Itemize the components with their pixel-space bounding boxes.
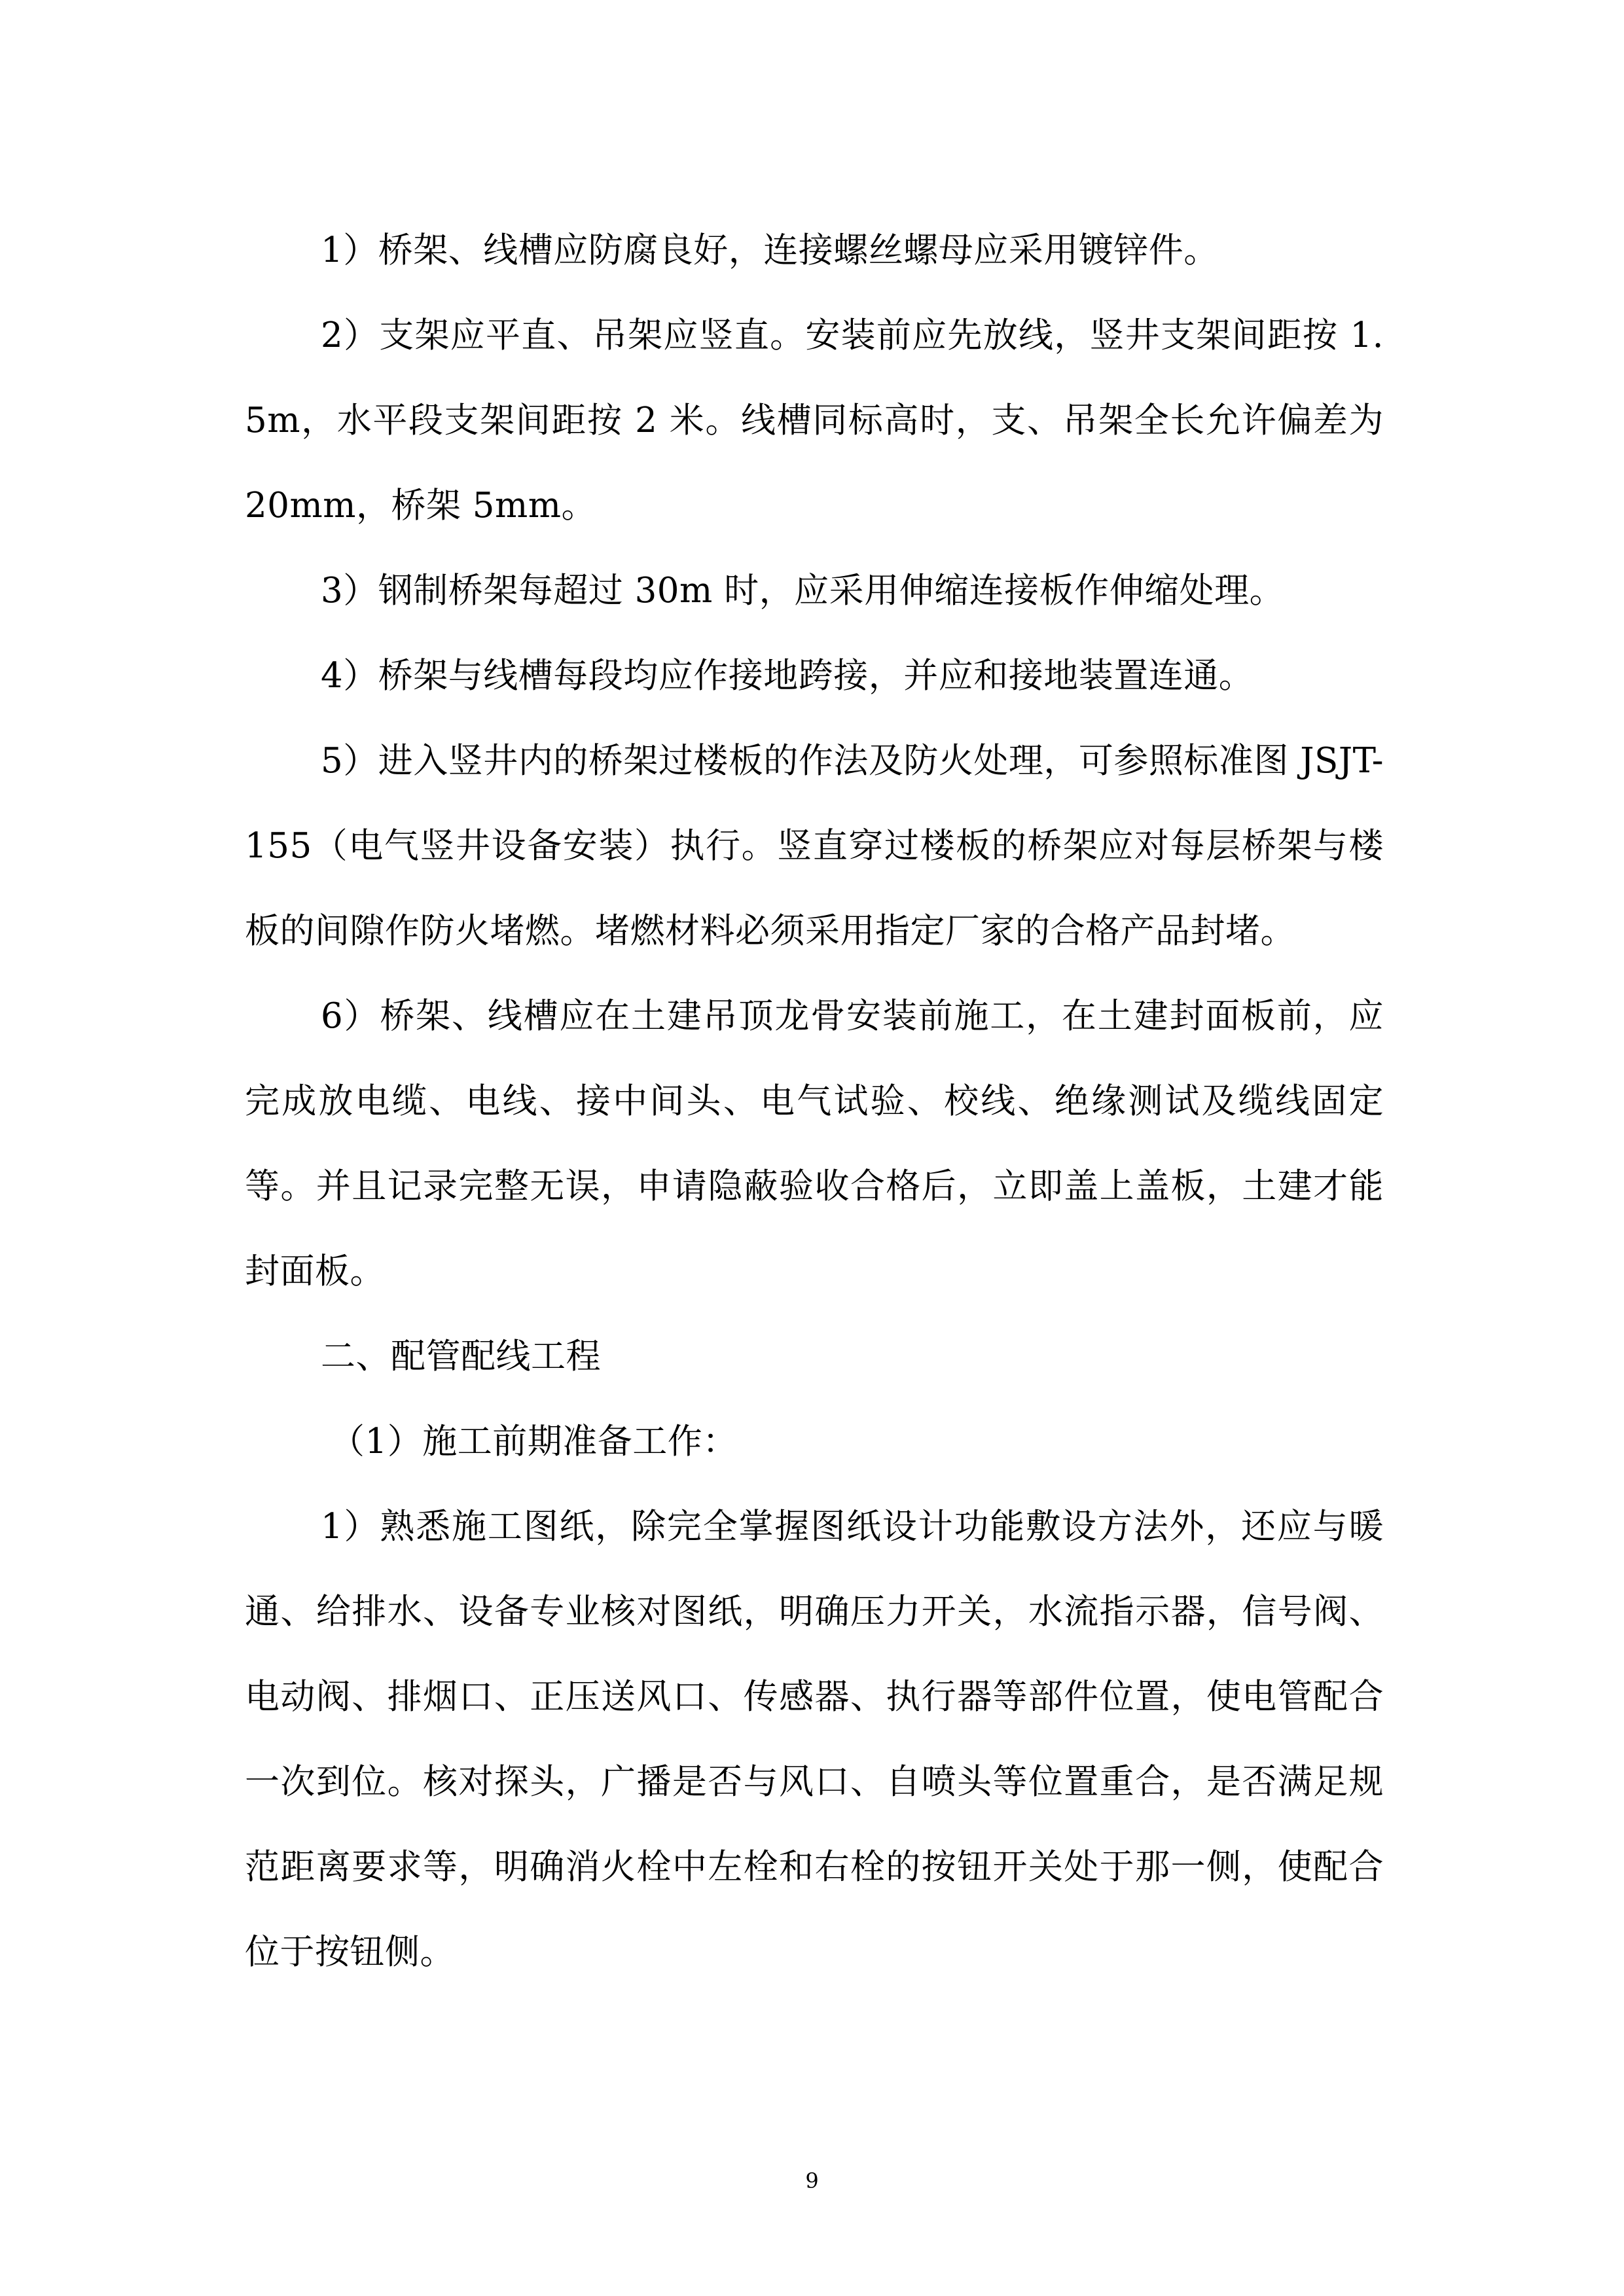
paragraph-shaft-fireproofing: 5）进入竖井内的桥架过楼板的作法及防火处理，可参照标准图 JSJT-155（电气竖井设备安装）执行。竖直穿过楼板的桥架应对每层桥架与楼板的间隙作防火堵燃。堵燃材料必须采用指定厂家的合格产品封堵。 xyxy=(245,741,1384,951)
document-body xyxy=(245,208,1384,1995)
sub-heading: （1）施工前期准备工作： xyxy=(330,1422,738,1462)
section-heading: 二、配管配线工程 xyxy=(321,1336,601,1376)
paragraph-support-spacing: 2）支架应平直、吊架应竖直。安装前应先放线，竖井支架间距按 1.5m，水平段支架间距按 2 米。线槽同标高时，支、吊架全长允许偏差为 20mm，桥架 5mm。 xyxy=(245,315,1384,526)
paragraph-expansion-joint: 3）钢制桥架每超过 30m 时，应采用伸缩连接板作伸缩处理。 xyxy=(321,571,1285,611)
paragraph-drawing-review: 1）熟悉施工图纸，除完全掌握图纸设计功能敷设方法外，还应与暖通、给排水、设备专业核对图纸，明确压力开关，水流指示器，信号阀、电动阀、排烟口、正压送风口、传感器、执行器等部件位置，使电管配合一次到位。核对探头，广播是否与风口、自喷头等位置重合，是否满足规范距离要求等，明确消火栓中左栓和右栓的按钮开关处于那一侧，使配合位于按钮侧。 xyxy=(245,1507,1384,1972)
paragraph-construction-sequence: 6）桥架、线槽应在土建吊顶龙骨安装前施工，在土建封面板前，应完成放电缆、电线、接中间头、电气试验、校线、绝缘测试及缆线固定等。并且记录完整无误，申请隐蔽验收合格后，立即盖上盖板，土建才能封面板。 xyxy=(245,996,1384,1291)
paragraph-grounding: 4）桥架与线槽每段均应作接地跨接，并应和接地装置连通。 xyxy=(321,656,1254,696)
page-number: 9 xyxy=(805,2168,819,2193)
paragraph-tray-anticorrosion: 1）桥架、线槽应防腐良好，连接螺丝螺母应采用镀锌件。 xyxy=(321,230,1219,270)
